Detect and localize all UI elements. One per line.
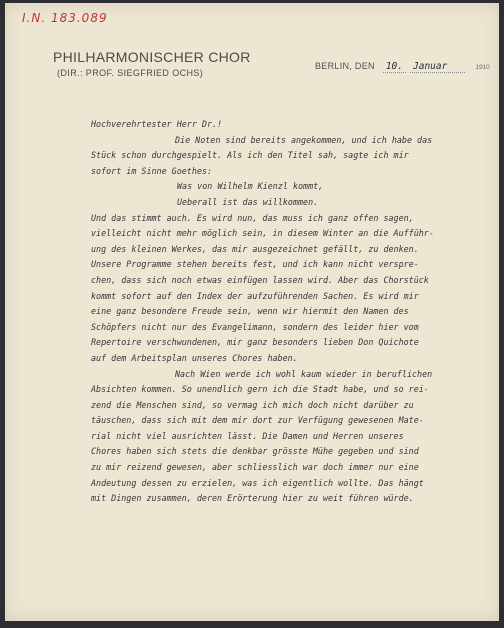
letter-line: zend die Menschen sind, so vermag ich mich doch nicht darüber zu [91,399,414,410]
letter-line: Absichten kommen. So unendlich gern ich die Stadt habe, und so rei- [91,384,429,395]
letter-line: Chores haben sich stets die denkbar grösste Mühe gegeben und sind [91,446,419,457]
letter-line: chen, dass sich noch etwas einfügen lassen wird. Aber das Chorstück [91,274,429,285]
letter-line: auf dem Arbeitsplan unseres Chores haben. [91,352,298,363]
archive-mark: I.N. 183.089 [22,11,108,25]
letter-line: vielleicht nicht mehr möglich sein, in diesem Winter an die Aufführ- [91,228,434,239]
date-year: 1910 [475,64,490,71]
letter-line: Nach Wien werde ich wohl kaum wieder in beruflichen [175,368,433,379]
letter-page [5,3,499,621]
letter-line: Schöpfers nicht nur des Evangelimann, sondern des leider hier vom [91,321,419,332]
quote-line: Ueberall ist das willkommen. [177,196,319,207]
organization-director: (DIR.: PROF. SIEGFRIED OCHS) [57,68,204,78]
letter-line: Unsere Programme stehen bereits fest, und ich kann nicht verspre- [91,259,419,270]
letterhead [53,49,251,78]
letter-line: rial nicht viel ausrichten lässt. Die Damen und Herren unseres [91,430,404,441]
letter-line: täuschen, dass sich mit dem mir dort zur Verfügung gewesenen Mate- [91,415,424,426]
date-day: 10. [383,61,406,73]
date-place: BERLIN, DEN [315,61,375,71]
letter-line: kommt sofort auf den Index der aufzuführenden Sachen. Es wird mir [91,290,419,301]
letter-line: Andeutung dessen zu erzielen, was ich eigentlich wollte. Das hängt [91,477,424,488]
letter-body [91,117,481,507]
letter-line: Stück schon durchgespielt. Als ich den Titel sah, sagte ich mir [91,150,409,161]
quote-line: Was von Wilhelm Kienzl kommt, [177,181,324,192]
letter-line: ung des kleinen Werkes, das mir ausgezeichnet gefällt, zu denken. [91,243,419,254]
letter-line: sofort im Sinne Goethes: [91,165,213,176]
letter-line: Repertoire verschwundenen, mir ganz besonders lieben Don Quichote [91,337,419,348]
letter-line: zu mir reizend gewesen, aber schliesslich war doch immer nur eine [91,462,419,473]
letter-line: Die Noten sind bereits angekommen, und ich habe das [175,134,433,145]
organization-name: PHILHARMONISCHER CHOR [53,49,251,65]
date-month: Januar [410,61,465,73]
letter-line: eine ganz besondere Freude sein, wenn wir hiermit den Namen des [91,306,409,317]
letter-line: mit Dingen zusammen, deren Erörterung hier zu weit führen würde. [91,493,414,504]
letter-line: Und das stimmt auch. Es wird nun, das muss ich ganz offen sagen, [91,212,414,223]
salutation: Hochverehrtester Herr Dr.! [91,119,223,129]
dateline [315,61,490,72]
